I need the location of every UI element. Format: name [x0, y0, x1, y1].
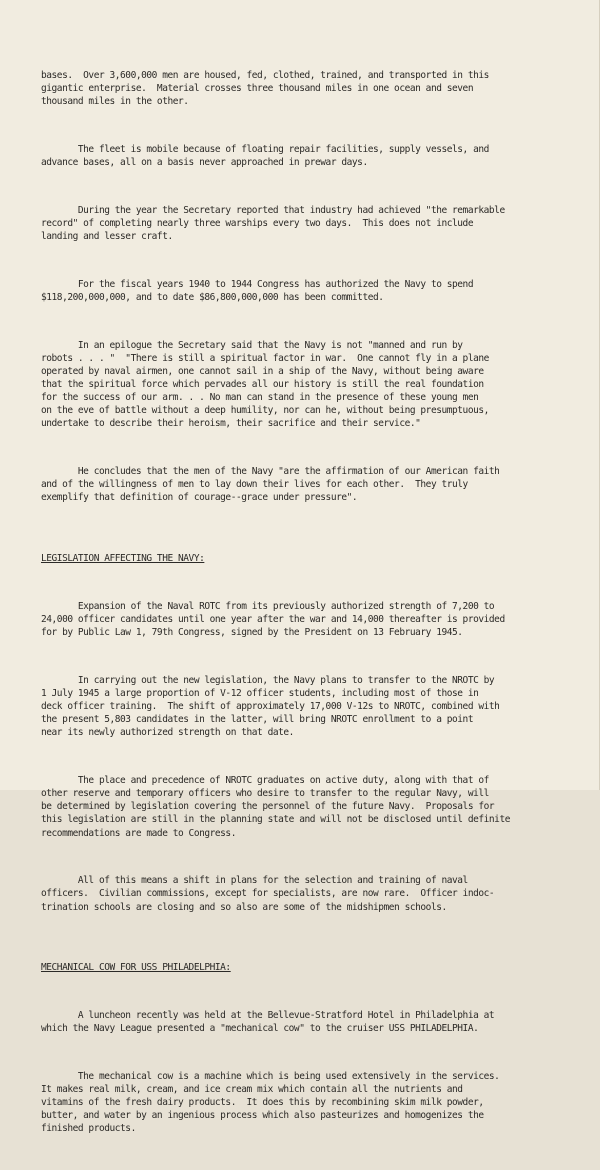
- paragraph: In an epilogue the Secretary said that the Navy is not "manned and run by robots . . . " "There is still a spiritual factor in war. One cannot fly in a plane operated by naval airmen, one cannot sail in a ship of the Navy, without being aware that the spiritual force which pervades all our history is still the real foundation for the success of our arm. . . No man can stand in the presence of these young men on the eve of battle without a deep humility, nor can he, without being presumptuous, undertake to describe their heroism, their sacrifice and their service.": [41, 339, 489, 430]
- section-heading: MECHANICAL COW FOR USS PHILADELPHIA:: [41, 962, 231, 974]
- paragraph: The mechanical cow is a machine which is being used extensively in the services. It makes real milk, cream, and ice cream mix which contain all the nutrients and vitamins of the fresh dairy products. It does this by recombining skim milk powder, butter, and water by an ingenious process which also pasteurizes and homogenizes the finished products.: [41, 1071, 500, 1135]
- paragraph: Expansion of the Naval ROTC from its previously authorized strength of 7,200 to 24,000 officer candidates until one year after the war and 14,000 thereafter is provided for by Public Law 1, 79th Congress, signed by the President on 13 February 1945.: [41, 601, 505, 639]
- section-heading: LEGISLATION AFFECTING THE NAVY:: [41, 553, 205, 565]
- paragraph: He concludes that the men of the Navy "are the affirmation of our American faith and of the willingness of men to lay down their lives for each other. They truly exemplify that definition of courage--grace under pressure".: [41, 466, 500, 504]
- paragraph: The fleet is mobile because of floating repair facilities, supply vessels, and advance bases, all on a basis never approached in prewar days.: [41, 144, 489, 169]
- paragraph: During the year the Secretary reported that industry had achieved "the remarkable record" of completing nearly three warships every two days. This does not include landing and lesser craft.: [41, 205, 505, 243]
- paragraph: For the fiscal years 1940 to 1944 Congress has authorized the Navy to spend $118,200,000,000, and to date $86,800,000,000 has been committed.: [41, 279, 474, 304]
- paragraph: bases. Over 3,600,000 men are housed, fed, clothed, trained, and transported in this gigantic enterprise. Material crosses three thousand miles in one ocean and seven thousand miles in the other.: [41, 70, 489, 108]
- paragraph: A luncheon recently was held at the Bellevue-Stratford Hotel in Philadelphia at which the Navy League presented a "mechanical cow" to the cruiser USS PHILADELPHIA.: [41, 1010, 495, 1035]
- document-body: [41, 43, 561, 1170]
- paragraph: The place and precedence of NROTC graduates on active duty, along with that of other reserve and temporary officers who desire to transfer to the regular Navy, will be determined by legislation covering the personnel of the future Navy. Proposals for this legislation are still in the planning state and will not be disclosed until definite recommendations are made to Congress.: [41, 775, 510, 839]
- paragraph: All of this means a shift in plans for the selection and training of naval officers. Civilian commissions, except for specialists, are now rare. Officer indoc- trination schools are closing and so also are some of the midshipmen schools.: [41, 875, 495, 913]
- paragraph: In carrying out the new legislation, the Navy plans to transfer to the NROTC by 1 July 1945 a large proportion of V-12 officer students, including most of those in deck officer training. The shift of approximately 17,000 V-12s to NROTC, combined with the present 5,803 candidates in the latter, will bring NROTC enrollment to a point near its newly authorized strength on that date.: [41, 675, 500, 739]
